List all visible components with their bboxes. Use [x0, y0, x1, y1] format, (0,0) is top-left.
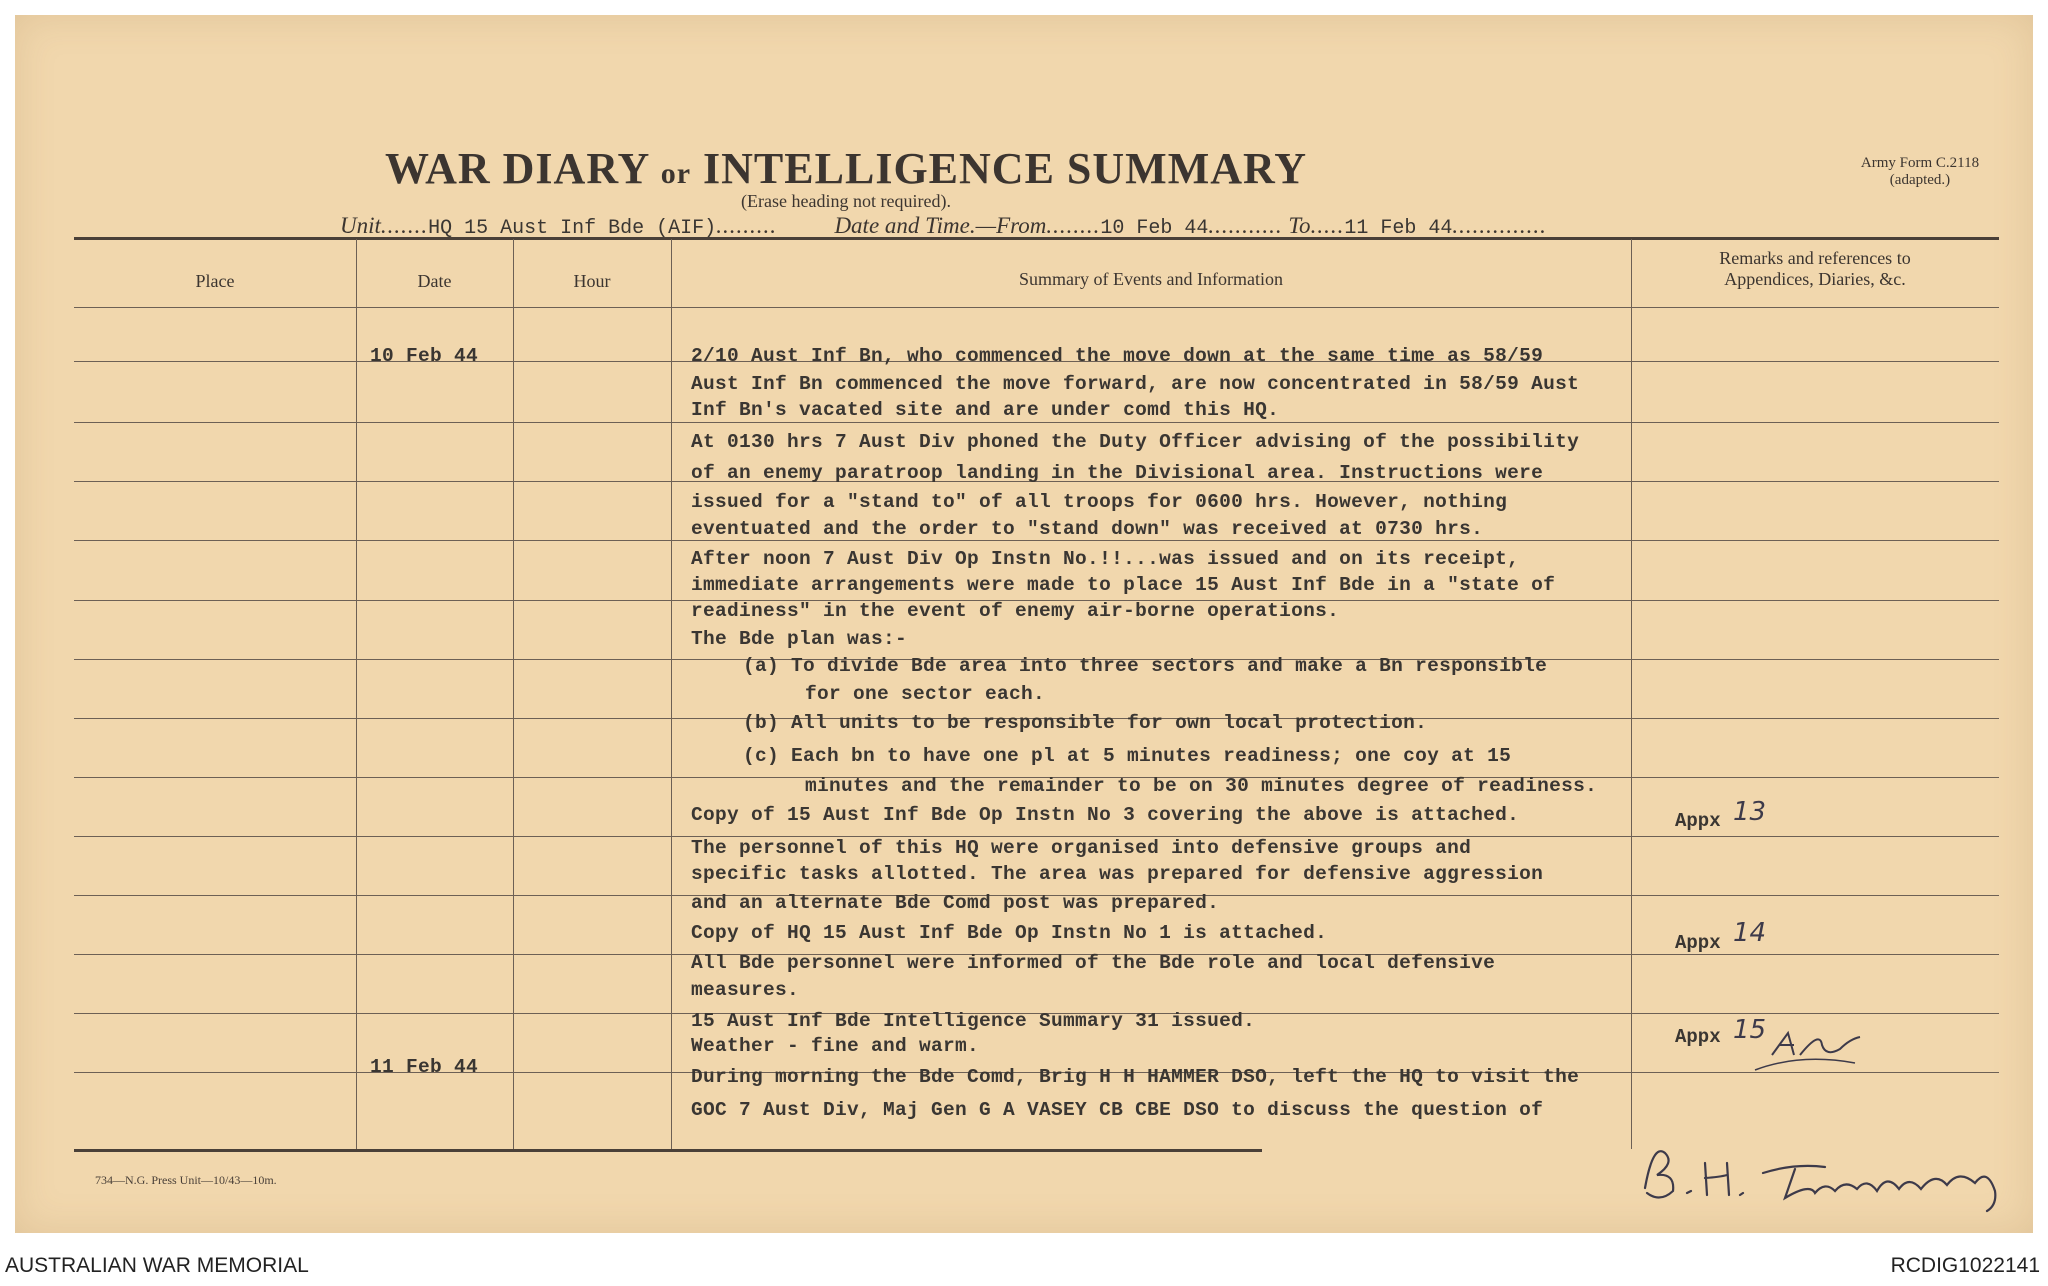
- signature: [1635, 1133, 2025, 1213]
- column-header-remarks: Remarks and references to Appendices, Diaries, &c.: [1719, 248, 1911, 289]
- summary-line: Copy of HQ 15 Aust Inf Bde Op Instn No 1 is attached.: [691, 922, 1328, 944]
- summary-line: Weather - fine and warm.: [691, 1035, 980, 1057]
- archive-label: AUSTRALIAN WAR MEMORIAL: [5, 1254, 309, 1277]
- initials-mark: [1750, 1015, 1880, 1075]
- to-date-value: 11 Feb 44: [1344, 217, 1453, 240]
- row-rule: [74, 422, 1999, 423]
- summary-line: Aust Inf Bn commenced the move forward, are now concentrated in 58/59 Aust: [691, 373, 1580, 395]
- summary-line: At 0130 hrs 7 Aust Div phoned the Duty Officer advising of the possibility: [691, 431, 1580, 453]
- date-entry: 10 Feb 44: [370, 345, 479, 367]
- header-rule: [74, 307, 1999, 308]
- document-title: WAR DIARY or INTELLIGENCE SUMMARY: [384, 144, 1307, 193]
- row-rule: [74, 540, 1999, 541]
- column-header-summary: Summary of Events and Information: [1019, 269, 1283, 289]
- summary-line: 15 Aust Inf Bde Intelligence Summary 31 issued.: [691, 1010, 1256, 1032]
- summary-line: minutes and the remainder to be on 30 minutes degree of readiness.: [805, 775, 1598, 797]
- summary-line: Inf Bn's vacated site and are under comd this HQ.: [691, 399, 1280, 421]
- war-diary-sheet: WAR DIARY or INTELLIGENCE SUMMARY (Erase heading not required). Army Form C.2118 (adapted.) Unit.......HQ 15 Aust Inf Bde (AIF)......... Date and Time.—From........10 Feb 44........... To.....11 Feb 44.............. Place Date Hour Summary of Events and Information Remarks and references to Appendices, Diaries, &c. 10 Feb 44 11 Feb 44 2/10 Aust Inf Bn, who commenced the move down at the same time as 58/59 Aust Inf Bn commenced the move forward, are now concentrated in 58/59 Aust Inf Bn's vacated site and are under comd this HQ. At 0130 hrs 7 Aust Div phoned the Duty Officer advising of the possibility of an enemy paratroop landing in the Divisional area. Instructions were issued for a "stand to" of all troops for 0600 hrs. However, nothing eventuated and the order to "stand down" was received at 0730 hrs. After noon 7 Aust Div Op Instn No.!!...was issued and on its receipt, immediate arrangements were made to place 15 Aust Inf Bde in a "state of readiness" in the event of enemy air-borne operations. The Bde plan was:- (a) To divide Bde area into three sectors and make a Bn responsible for one sector each. (b) All units to be responsible for own local protection. (c) Each bn to have one pl at 5 minutes readiness; one coy at 15 minutes and the remainder to be on 30 minutes degree of readiness. Copy of 15 Aust Inf Bde Op Instn No 3 covering the above is attached. The personnel of this HQ were organised into defensive groups and specific tasks allotted. The area was prepared for defensive aggression and an alternate Bde Comd post was prepared. Copy of HQ 15 Aust Inf Bde Op Instn No 1 is attached. All Bde personnel were informed of the Bde role and local defensive measures. 15 Aust Inf Bde Intelligence Summary 31 issued. Weather - fine and warm. During morning the Bde Comd, Brig H H HAMMER DSO, left the HQ to visit the GOC 7 Aust Div, Maj Gen G A VASEY CB CBE DSO to discuss the question of Appx 13 Appx 14 Appx 15 734—N.G. Press Unit—10/43—10m.: [15, 15, 2033, 1233]
- from-date-value: 10 Feb 44: [1100, 217, 1209, 240]
- to-label: To: [1288, 213, 1311, 238]
- summary-line: (c) Each bn to have one pl at 5 minutes readiness; one coy at 15: [743, 745, 1512, 767]
- table-bottom-rule: [74, 1149, 1262, 1152]
- summary-line: specific tasks allotted. The area was prepared for defensive aggression: [691, 863, 1544, 885]
- unit-label: Unit: [340, 213, 381, 238]
- summary-line: 2/10 Aust Inf Bn, who commenced the move down at the same time as 58/59: [691, 345, 1544, 367]
- summary-line: After noon 7 Aust Div Op Instn No.!!...was issued and on its receipt,: [691, 548, 1520, 570]
- summary-line: of an enemy paratroop landing in the Divisional area. Instructions were: [691, 462, 1544, 484]
- summary-line: During morning the Bde Comd, Brig H H HAMMER DSO, left the HQ to visit the: [691, 1066, 1580, 1088]
- column-header-hour: Hour: [573, 271, 611, 291]
- summary-line: (b) All units to be responsible for own local protection.: [743, 712, 1428, 734]
- column-header-place: Place: [195, 271, 235, 291]
- summary-line: All Bde personnel were informed of the Bde role and local defensive: [691, 952, 1496, 974]
- summary-line: issued for a "stand to" of all troops for 0600 hrs. However, nothing: [691, 491, 1508, 513]
- summary-line: The personnel of this HQ were organised into defensive groups and: [691, 837, 1472, 859]
- summary-line: (a) To divide Bde area into three sectors and make a Bn responsible: [743, 655, 1548, 677]
- summary-line: measures.: [691, 979, 800, 1001]
- summary-line: and an alternate Bde Comd post was prepared.: [691, 892, 1220, 914]
- erase-note: (Erase heading not required).: [741, 191, 951, 211]
- summary-line: readiness" in the event of enemy air-borne operations.: [691, 600, 1340, 622]
- summary-line: for one sector each.: [805, 683, 1046, 705]
- date-entry: 11 Feb 44: [370, 1056, 479, 1078]
- summary-line: immediate arrangements were made to place 15 Aust Inf Bde in a "state of: [691, 574, 1556, 596]
- unit-value: HQ 15 Aust Inf Bde (AIF): [428, 217, 717, 240]
- table-top-rule: [74, 237, 1999, 240]
- summary-line: The Bde plan was:-: [691, 628, 908, 650]
- printer-note: 734—N.G. Press Unit—10/43—10m.: [95, 1173, 277, 1187]
- summary-line: GOC 7 Aust Div, Maj Gen G A VASEY CB CBE DSO to discuss the question of: [691, 1099, 1544, 1121]
- army-form-label: Army Form C.2118 (adapted.): [1860, 155, 1980, 188]
- summary-line: Copy of 15 Aust Inf Bde Op Instn No 3 covering the above is attached.: [691, 804, 1520, 826]
- column-header-date: Date: [417, 271, 452, 291]
- summary-line: eventuated and the order to "stand down" was received at 0730 hrs.: [691, 518, 1484, 540]
- unit-line: Unit.......HQ 15 Aust Inf Bde (AIF)......... Date and Time.—From........10 Feb 44........... To.....11 Feb 44..............: [340, 213, 1547, 240]
- record-id: RCDIG1022141: [1890, 1254, 2040, 1277]
- date-label: Date and Time.—From: [834, 213, 1047, 238]
